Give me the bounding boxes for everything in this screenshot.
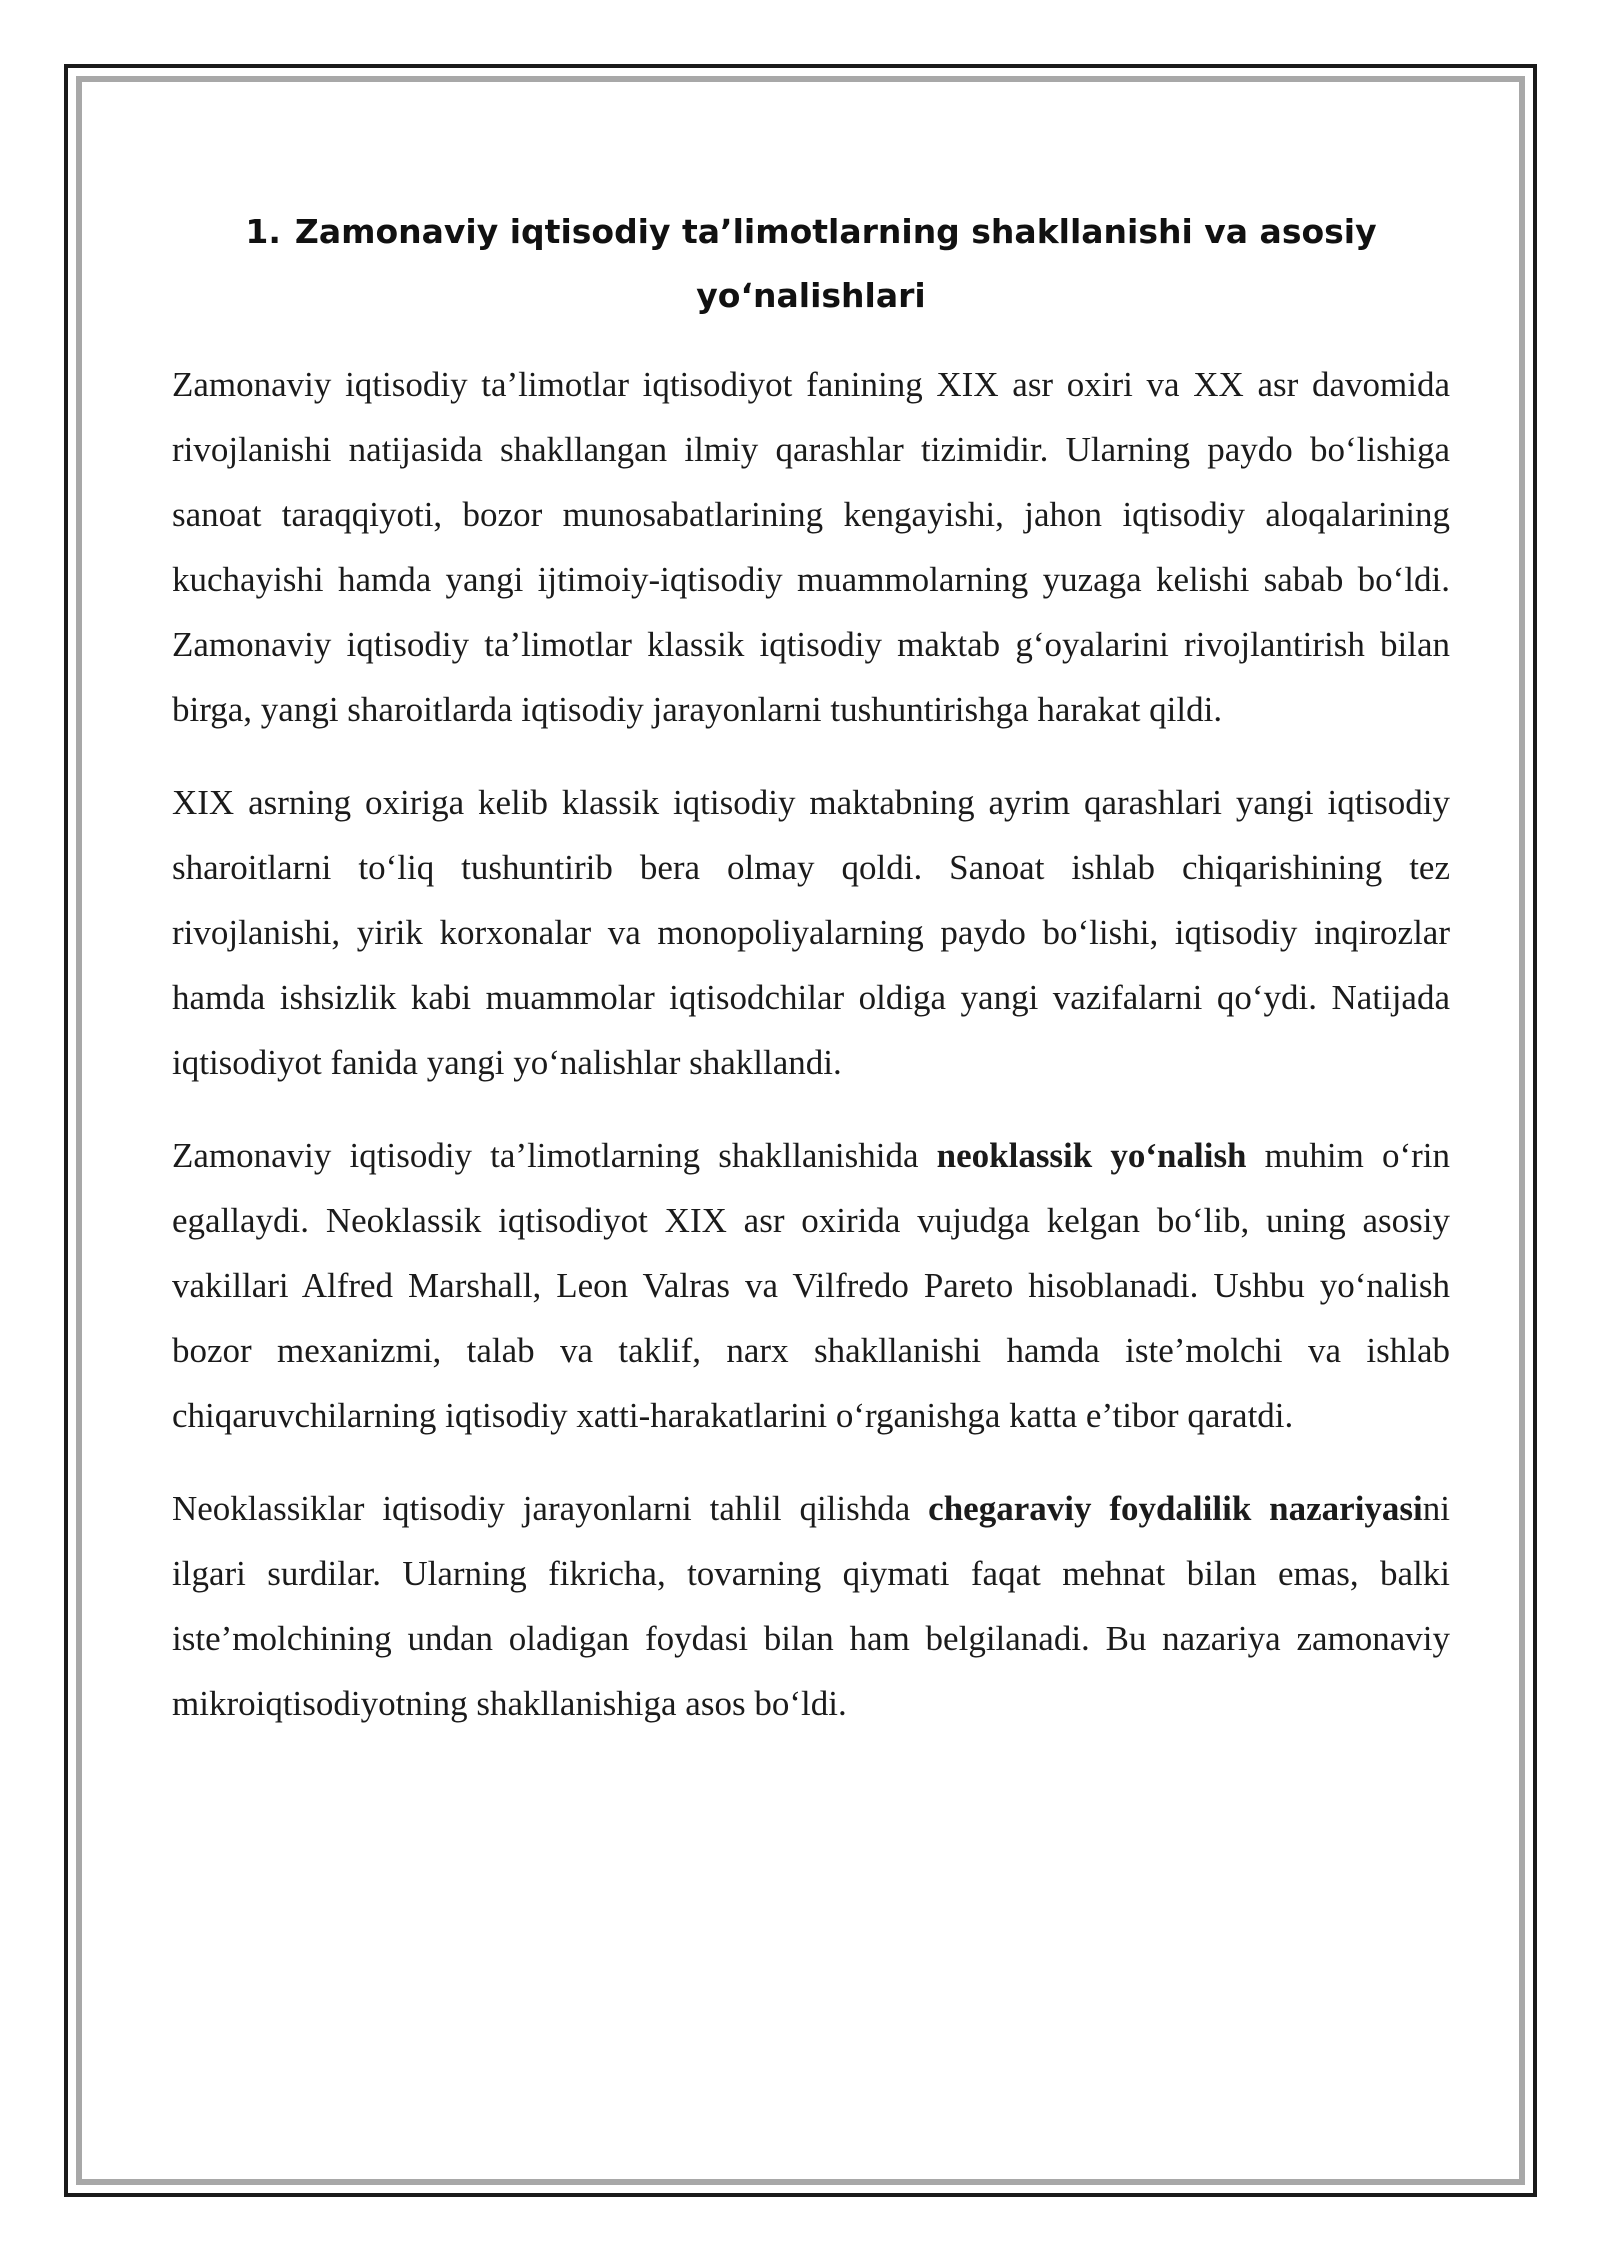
document-body: [172, 200, 1450, 1764]
paragraph-4-bold-term: chegaraviy foydalilik nazariyasi: [928, 1489, 1423, 1528]
paragraph-1: Zamonaviy iqtisodiy ta’limotlar iqtisodiyot fanining XIX asr oxiri va XX asr davomida rivojlanishi natijasida shakllangan ilmiy qarashlar tizimidir. Ularning paydo bo‘lishiga sanoat taraqqiyoti, bozor munosabatlarining kengayishi, jahon iqtisodiy aloqalarining kuchayishi hamda yangi ijtimoiy-iqtisodiy muammolarning yuzaga kelishi sabab bo‘ldi. Zamonaviy iqtisodiy ta’limotlar klassik iqtisodiy maktab g‘oyalarini rivojlantirish bilan birga, yangi sharoitlarda iqtisodiy jarayonlarni tushuntirishga harakat qildi.: [172, 365, 1450, 729]
section-heading: [172, 200, 1450, 328]
section-number: 1.: [245, 212, 281, 251]
paragraph-3: [172, 1123, 1450, 1448]
section-title: Zamonaviy iqtisodiy ta’limotlarning shakllanishi va asosiy yo‘nalishlari: [294, 212, 1377, 315]
paragraph-4-text-end: ni ilgari surdilar. Ularning fikricha, tovarning qiymati faqat mehnat bilan emas, balki iste’molchining undan oladigan foydasi bilan ham belgilanadi. Bu nazariya zamonaviy mikroiqtisodiyotning shakllanishiga asos bo‘ldi.: [172, 1489, 1451, 1723]
paragraph-4-text-start: Neoklassiklar iqtisodiy jarayonlarni tahlil qilishda: [172, 1489, 929, 1528]
paragraph-3-text-end: muhim o‘rin egallaydi. Neoklassik iqtisodiyot XIX asr oxirida vujudga kelgan bo‘lib, uning asosiy vakillari Alfred Marshall, Leon Valras va Vilfredo Pareto hisoblanadi. Ushbu yo‘nalish bozor mexanizmi, talab va taklif, narx shakllanishi hamda iste’molchi va ishlab chiqaruvchilarning iqtisodiy xatti-harakatlarini o‘rganishga katta e’tibor qaratdi.: [172, 1136, 1450, 1435]
paragraph-4: [172, 1476, 1450, 1736]
paragraph-3-text-start: Zamonaviy iqtisodiy ta’limotlarning shakllanishida: [172, 1136, 937, 1175]
paragraph-3-bold-term: neoklassik yo‘nalish: [936, 1136, 1247, 1175]
paragraph-2: XIX asrning oxiriga kelib klassik iqtisodiy maktabning ayrim qarashlari yangi iqtisodiy sharoitlarni to‘liq tushuntirib bera olmay qoldi. Sanoat ishlab chiqarishining tez rivojlanishi, yirik korxonalar va monopoliyalarning paydo bo‘lishi, iqtisodiy inqirozlar hamda ishsizlik kabi muammolar iqtisodchilar oldiga yangi vazifalarni qo‘ydi. Natijada iqtisodiyot fanida yangi yo‘nalishlar shakllandi.: [172, 783, 1450, 1082]
